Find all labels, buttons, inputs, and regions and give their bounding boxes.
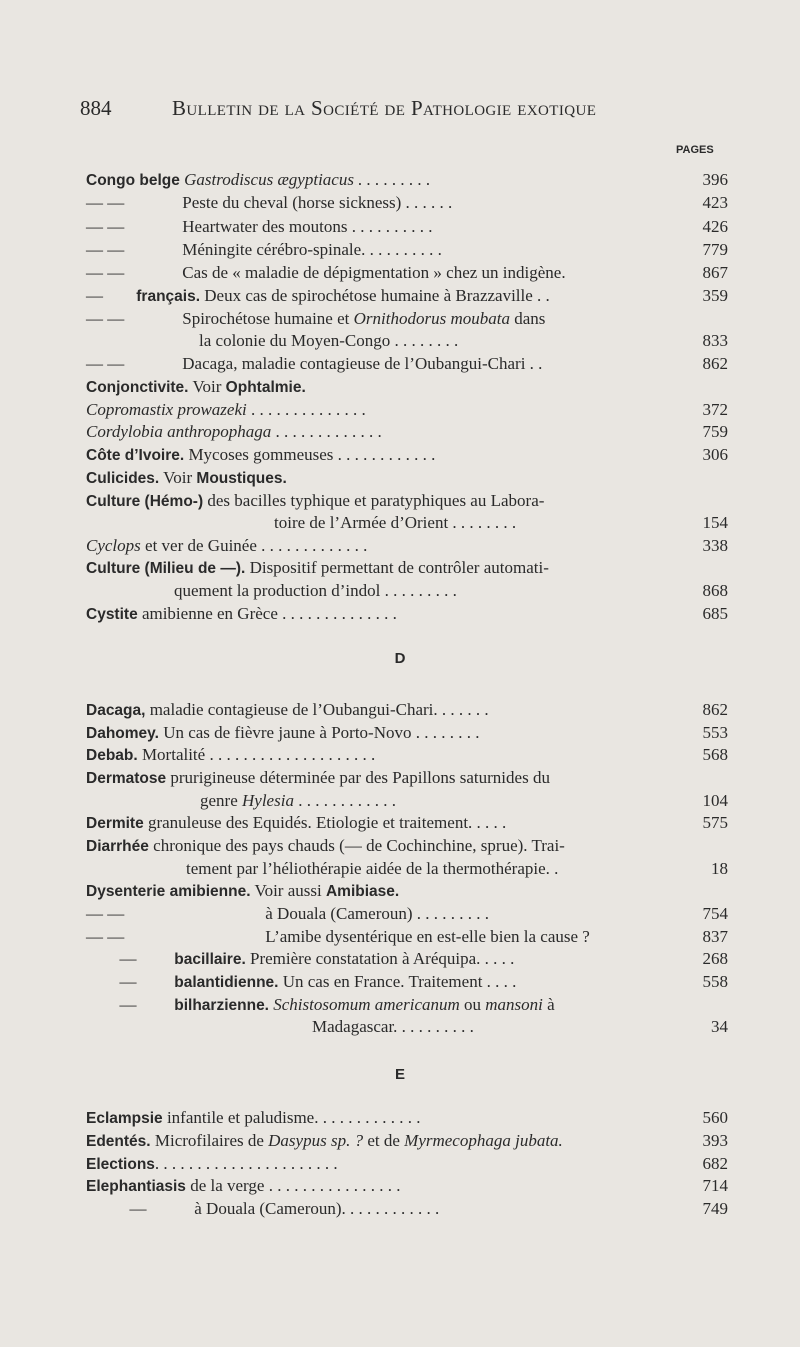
entry-text: . . . . . . . . . . . . . . . . . . . . . . bbox=[154, 1154, 338, 1173]
entry-text: . . . . . . . . . . . . . bbox=[275, 422, 382, 441]
entry-text: Mycoses gommeuses . . . . . . . . . . . . bbox=[188, 445, 436, 464]
entry-text: Voir bbox=[163, 468, 193, 487]
ditto-dash: — bbox=[86, 286, 103, 305]
entry-page: 306 bbox=[702, 445, 728, 464]
ditto-dash: — — bbox=[86, 217, 125, 236]
entry-heading: Côte d’Ivoire. bbox=[86, 447, 185, 464]
entry-page: 862 bbox=[702, 700, 728, 719]
entry-heading: français. bbox=[136, 288, 201, 305]
entry-heading: bilharzienne. bbox=[174, 997, 269, 1014]
ditto-dash: — bbox=[119, 995, 137, 1014]
entry-text: des bacilles typhique et paratyphiques au Labora- bbox=[207, 491, 545, 510]
entry-page: 372 bbox=[702, 400, 728, 419]
entry-page: 779 bbox=[702, 240, 728, 259]
entry-text: Méningite cérébro-spinale. . . . . . . . . . bbox=[182, 240, 442, 259]
entry-continuation: tement par l’héliothérapie aidée de la thermothérapie. . bbox=[186, 859, 559, 878]
section-letter-d: D bbox=[394, 650, 406, 667]
entry-text-2: à bbox=[547, 995, 555, 1014]
ditto-dash: — — bbox=[86, 354, 125, 373]
entry-text: Heartwater des moutons . . . . . . . . . . bbox=[182, 217, 433, 236]
entry-page: 868 bbox=[702, 581, 728, 600]
entry-heading: balantidienne. bbox=[174, 974, 279, 991]
entry-text: infantile et paludisme. . . . . . . . . . . . . bbox=[166, 1108, 421, 1127]
entry-italic-2: mansoni bbox=[485, 995, 543, 1014]
entry-page: 568 bbox=[702, 745, 728, 764]
entry-page: 34 bbox=[711, 1017, 728, 1036]
entry-page: 867 bbox=[702, 263, 728, 282]
cross-reference: Amibiase. bbox=[325, 883, 400, 900]
entry-text: Voir bbox=[192, 377, 222, 396]
entry-text: de la verge . . . . . . . . . . . . . . . . bbox=[190, 1176, 401, 1195]
entry-page: 558 bbox=[702, 972, 728, 991]
entry-page: 396 bbox=[702, 170, 728, 189]
entry-heading: Cystite bbox=[86, 606, 138, 623]
entry-page: 104 bbox=[702, 791, 728, 810]
entry-heading: Culture (Milieu de —). bbox=[86, 560, 246, 577]
entry-heading: Diarrhée bbox=[86, 838, 149, 855]
ditto-dash: — — bbox=[86, 927, 125, 946]
entry-heading: Culicides. bbox=[86, 470, 160, 487]
entry-heading: Elephantiasis bbox=[86, 1178, 186, 1195]
entry-page: 837 bbox=[702, 927, 728, 946]
entry-page: 759 bbox=[702, 422, 728, 441]
entry-heading: Dermite bbox=[86, 815, 144, 832]
entry-text: . . . . . . . . . . . . . . bbox=[250, 400, 366, 419]
entry-italic: Hylesia bbox=[242, 791, 294, 810]
entry-italic: Dasypus sp. ? bbox=[268, 1131, 364, 1150]
entry-heading: Conjonctivite. bbox=[86, 379, 189, 396]
entry-page: 553 bbox=[702, 723, 728, 742]
entry-page: 862 bbox=[702, 354, 728, 373]
entry-page: 359 bbox=[702, 286, 728, 305]
ditto-dash: — — bbox=[86, 309, 125, 328]
entry-heading: Congo belge bbox=[86, 172, 180, 189]
entry-text: Microfilaires de bbox=[154, 1131, 264, 1150]
entry-heading: Edentés. bbox=[86, 1133, 151, 1150]
entry-text: amibienne en Grèce . . . . . . . . . . . . . . bbox=[141, 604, 397, 623]
entry-page: 749 bbox=[702, 1199, 728, 1218]
entry-text: Un cas en France. Traitement . . . . bbox=[282, 972, 517, 991]
entry-text: à Douala (Cameroun) . . . . . . . . . bbox=[265, 904, 490, 923]
ditto-dash: — bbox=[129, 1199, 147, 1218]
cross-reference: Moustiques. bbox=[196, 470, 287, 487]
entry-text: Un cas de fièvre jaune à Porto-Novo . . . . . . . . bbox=[163, 723, 480, 742]
cross-reference: Ophtalmie. bbox=[225, 379, 306, 396]
ditto-dash: — — bbox=[86, 193, 125, 212]
entry-page: 393 bbox=[702, 1131, 728, 1150]
entry-page: 560 bbox=[702, 1108, 728, 1127]
entry-page: 338 bbox=[702, 536, 728, 555]
entry-page: 426 bbox=[702, 217, 728, 236]
entry-heading: Dacaga, bbox=[86, 702, 146, 719]
entry-text: Mortalité . . . . . . . . . . . . . . . . . . . . bbox=[141, 745, 376, 764]
ditto-dash: — — bbox=[86, 240, 125, 259]
entry-text: Dispositif permettant de contrôler automati- bbox=[249, 558, 549, 577]
entry-italic: Copromastix prowazeki bbox=[86, 400, 247, 419]
entry-continuation: quement la production d’indol . . . . . . . . . bbox=[174, 581, 457, 600]
entry-continuation: toire de l’Armée d’Orient . . . . . . . . bbox=[274, 513, 517, 532]
entry-heading: Debab. bbox=[86, 747, 138, 764]
section-letter-e: E bbox=[394, 1066, 405, 1083]
entry-text: Voir aussi bbox=[254, 881, 322, 900]
entry-text: Deux cas de spirochétose humaine à Brazzaville . . bbox=[204, 286, 550, 305]
entry-continuation: genre bbox=[200, 791, 238, 810]
entry-text: L’amibe dysentérique en est-elle bien la cause ? bbox=[265, 927, 590, 946]
entry-heading: Dermatose bbox=[86, 770, 167, 787]
entry-italic: Cordylobia anthropophaga bbox=[86, 422, 272, 441]
entry-page: 714 bbox=[702, 1176, 728, 1195]
entry-text: Gastrodiscus ægyptiacus . . . . . . . . . bbox=[184, 170, 431, 189]
entry-heading: bacillaire. bbox=[174, 951, 246, 968]
entry-text: Spirochétose humaine et bbox=[182, 309, 350, 328]
ditto-dash: — bbox=[119, 972, 137, 991]
entry-page: 833 bbox=[702, 331, 728, 350]
entry-page: 423 bbox=[702, 193, 728, 212]
entry-italic: Schistosomum americanum bbox=[273, 995, 460, 1014]
entry-text-2: et de bbox=[367, 1131, 400, 1150]
entry-page: 18 bbox=[711, 859, 728, 878]
entry-page: 268 bbox=[702, 949, 728, 968]
entry-page: 682 bbox=[702, 1154, 728, 1173]
entry-text: Dacaga, maladie contagieuse de l’Oubangui-Chari . . bbox=[182, 354, 543, 373]
page-number: 884 bbox=[80, 96, 112, 120]
entry-text: maladie contagieuse de l’Oubangui-Chari. . . . . . . bbox=[149, 700, 489, 719]
entry-heading: Eclampsie bbox=[86, 1110, 163, 1127]
entry-continuation-2: . . . . . . . . . . . . bbox=[298, 791, 396, 810]
pages-column-label: PAGES bbox=[676, 144, 714, 156]
entry-text: granuleuse des Equidés. Etiologie et traitement. . . . . bbox=[147, 813, 507, 832]
entry-italic-2: Myrmecophaga jubata. bbox=[404, 1131, 563, 1150]
entry-text-2: dans bbox=[514, 309, 546, 328]
entry-continuation: Madagascar. . . . . . . . . . bbox=[312, 1017, 474, 1036]
entry-heading: Elections bbox=[86, 1156, 155, 1173]
entry-heading: Culture (Hémo-) bbox=[86, 493, 204, 510]
entry-italic: Ornithodorus moubata bbox=[353, 309, 510, 328]
ditto-dash: — — bbox=[86, 263, 125, 282]
entry-continuation: la colonie du Moyen-Congo . . . . . . . . bbox=[199, 331, 459, 350]
ditto-dash: — — bbox=[86, 904, 125, 923]
entry-text: à Douala (Cameroun). . . . . . . . . . . . bbox=[194, 1199, 440, 1218]
running-title: Bulletin de la Société de Pathologie exotique bbox=[172, 96, 597, 120]
entry-page: 154 bbox=[702, 513, 728, 532]
entry-heading: Dahomey. bbox=[86, 725, 159, 742]
entry-text: ou bbox=[464, 995, 482, 1014]
entry-text: et ver de Guinée . . . . . . . . . . . . . bbox=[145, 536, 368, 555]
entry-text: Première constatation à Aréquipa. . . . . bbox=[250, 949, 515, 968]
entry-text: chronique des pays chauds (— de Cochinchine, sprue). Trai- bbox=[153, 836, 565, 855]
page-header bbox=[80, 96, 720, 126]
ditto-dash: — bbox=[119, 949, 137, 968]
entry-text: Cas de « maladie de dépigmentation » chez un indigène. bbox=[182, 263, 566, 282]
entry-text: prurigineuse déterminée par des Papillons saturnides du bbox=[170, 768, 550, 787]
entry-page: 685 bbox=[702, 604, 728, 623]
entry-text: Peste du cheval (horse sickness) . . . . . . bbox=[182, 193, 453, 212]
entry-heading: Dysenterie amibienne. bbox=[86, 883, 251, 900]
entry-italic: Cyclops bbox=[86, 536, 141, 555]
entry-page: 575 bbox=[702, 813, 728, 832]
entry-page: 754 bbox=[702, 904, 728, 923]
